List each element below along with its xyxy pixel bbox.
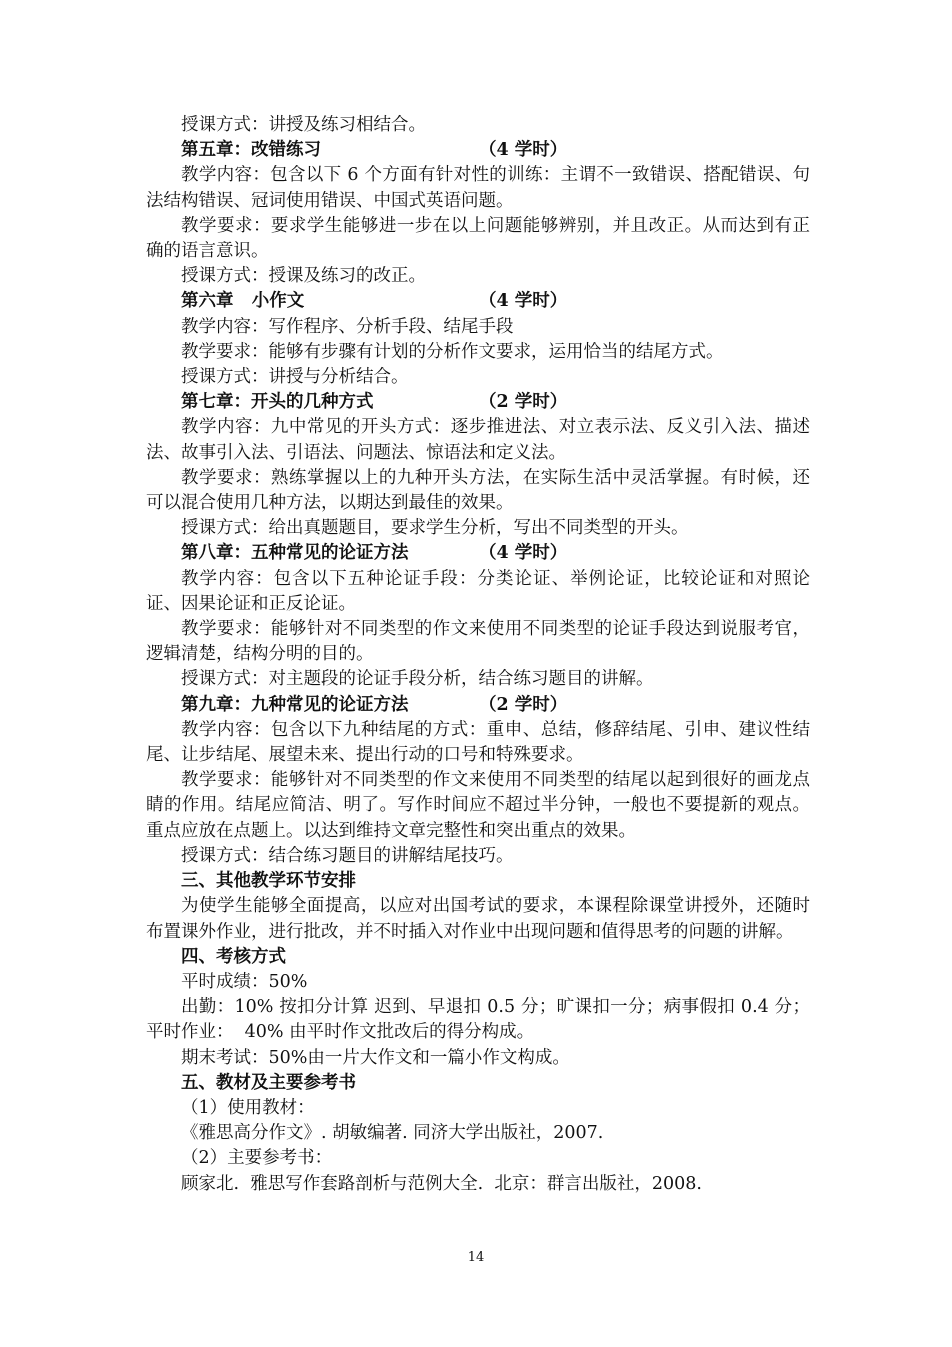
chapter-6-requirement: 教学要求：能够有步骤有计划的分析作文要求，运用恰当的结尾方式。 bbox=[181, 341, 724, 362]
section-3-body: 为使学生能够全面提高，以应对出国考试的要求，本课程除课堂讲授外，还随时布置课外作业，进行批改，并不时插入对作业中出现问题和值得思考的问题的讲解。 bbox=[146, 896, 810, 942]
chapter-8-method: 授课方式：对主题段的论证手段分析，结合练习题目的讲解。 bbox=[181, 669, 654, 690]
section-5-textbook: 《雅思高分作文》. 胡敏编著. 同济大学出版社，2007. bbox=[181, 1123, 604, 1144]
section-5-reference: 顾家北. 雅思写作套路剖析与范例大全. 北京：群言出版社，2008. bbox=[181, 1173, 702, 1194]
section-4-regular-score: 平时成绩：50% bbox=[181, 971, 308, 992]
chapter-9-method: 授课方式：结合练习题目的讲解结尾技巧。 bbox=[181, 845, 514, 866]
chapter-6-heading bbox=[146, 289, 810, 314]
section-5-textbook-label: （1）使用教材： bbox=[181, 1097, 315, 1118]
chapter-8-title: 第八章：五种常见的论证方法 bbox=[181, 543, 409, 564]
section-4-heading: 四、考核方式 bbox=[181, 946, 286, 967]
chapter-5-content: 教学内容：包含以下 6 个方面有针对性的训练：主谓不一致错误、搭配错误、句法结构错误、冠词使用错误、中国式英语问题。 bbox=[146, 165, 810, 211]
section-3-heading: 三、其他教学环节安排 bbox=[181, 871, 356, 892]
chapter-5-title: 第五章：改错练习 bbox=[181, 140, 321, 161]
section-5-heading: 五、教材及主要参考书 bbox=[181, 1072, 356, 1093]
chapter-9-content: 教学内容：包含以下九种结尾的方式：重申、总结，修辞结尾、引申、建议性结尾、让步结尾、展望未来、提出行动的口号和特殊要求。 bbox=[146, 719, 810, 766]
chapter-7-heading bbox=[146, 390, 810, 415]
document-body bbox=[146, 113, 810, 1197]
chapter-8-heading bbox=[146, 541, 810, 566]
chapter-9-hours: （2 学时） bbox=[479, 694, 568, 715]
section-5-reference-label: （2）主要参考书： bbox=[181, 1148, 333, 1169]
chapter-9-heading bbox=[146, 693, 810, 718]
chapter-7-content: 教学内容：九中常见的开头方式：逐步推进法、对立表示法、反义引入法、描述法、故事引入法、引语法、问题法、惊语法和定义法。 bbox=[146, 417, 810, 463]
chapter-5-method: 授课方式：授课及练习的改正。 bbox=[181, 266, 426, 287]
chapter-6-method: 授课方式：讲授与分析结合。 bbox=[181, 367, 409, 388]
ch4-method: 授课方式：讲授及练习相结合。 bbox=[181, 115, 426, 135]
chapter-6-title: 第六章 小作文 bbox=[181, 291, 305, 312]
chapter-9-requirement: 教学要求：能够针对不同类型的作文来使用不同类型的结尾以起到很好的画龙点睛的作用。结尾应简洁、明了。写作时间应不超过半分钟，一般也不要提新的观点。重点应放在点题上。以达到维持文章完整性和突出重点的效果。 bbox=[146, 770, 810, 841]
chapter-7-requirement: 教学要求：熟练掌握以上的九种开头方法，在实际生活中灵活掌握。有时候，还可以混合使用几种方法，以期达到最佳的效果。 bbox=[146, 467, 810, 514]
chapter-5-heading bbox=[146, 138, 810, 163]
chapter-7-title: 第七章：开头的几种方式 bbox=[181, 392, 374, 413]
chapter-6-content: 教学内容：写作程序、分析手段、结尾手段 bbox=[181, 316, 514, 337]
page-number: 14 bbox=[467, 1250, 485, 1265]
section-4-attendance: 出勤：10% 按扣分计算 迟到、早退扣 0.5 分；旷课扣一分；病事假扣 0.4 分；平时作业： 40% 由平时作文批改后的得分构成。 bbox=[146, 997, 810, 1043]
chapter-8-content: 教学内容：包含以下五种论证手段：分类论证、举例论证，比较论证和对照论证、因果论证和正反论证。 bbox=[146, 568, 810, 614]
chapter-9-title: 第九章：九种常见的论证方法 bbox=[181, 694, 409, 715]
chapter-6-hours: （4 学时） bbox=[479, 291, 568, 312]
chapter-5-hours: （4 学时） bbox=[479, 140, 568, 161]
chapter-7-hours: （2 学时） bbox=[479, 392, 568, 413]
section-4-final-exam: 期末考试：50%由一片大作文和一篇小作文构成。 bbox=[181, 1047, 570, 1068]
chapter-7-method: 授课方式：给出真题题目，要求学生分析，写出不同类型的开头。 bbox=[181, 518, 689, 539]
chapter-5-requirement: 教学要求：要求学生能够进一步在以上问题能够辨别，并且改正。从而达到有正确的语言意识。 bbox=[146, 215, 810, 262]
chapter-8-requirement: 教学要求：能够针对不同类型的作文来使用不同类型的论证手段达到说服考官，逻辑清楚，结构分明的目的。 bbox=[146, 619, 810, 665]
chapter-8-hours: （4 学时） bbox=[479, 543, 568, 564]
